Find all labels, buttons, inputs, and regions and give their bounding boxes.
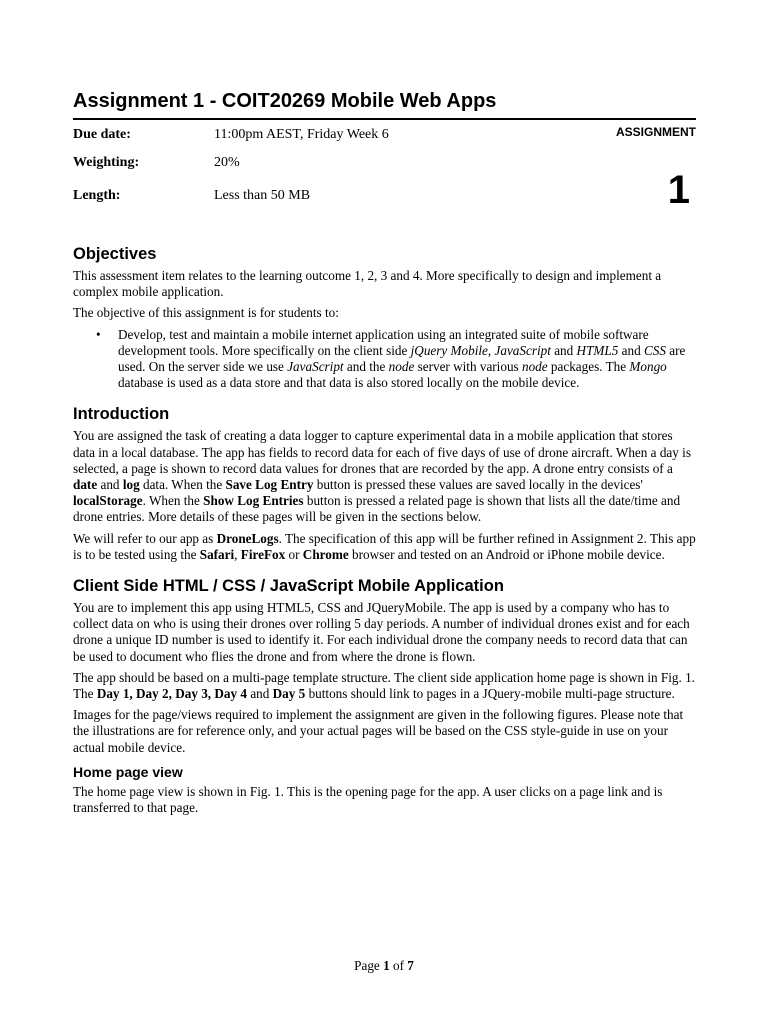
document-title: Assignment 1 - COIT20269 Mobile Web Apps [73, 90, 497, 112]
length-value: Less than 50 MB [214, 188, 311, 203]
introduction-paragraph-2: We will refer to our app as DroneLogs. The specification of this app will be further refined in Assignment 2. This app is to be tested using the Safari, FireFox or Chrome browser and tested on an Android or iPhone mobile device. [73, 530, 696, 562]
length-label: Length: [73, 188, 121, 203]
introduction-heading: Introduction [73, 405, 170, 424]
introduction-section [73, 403, 696, 563]
objectives-heading: Objectives [73, 245, 157, 263]
current-page-number: 1 [383, 958, 390, 973]
total-pages: 7 [407, 958, 414, 973]
introduction-paragraph-1: You are assigned the task of creating a data logger to capture experimental data in a mobile application that stores data in a local database. The app has fields to record data for each of five days of use of drone aircraft. When a day is selected, a page is shown to record data values for drones that are recorded by the app. A drone entry consists of a date and log data. When the Save Log Entry button is pressed these values are saved locally in the devices' localStorage. When the Show Log Entries button is pressed a related page is shown that lists all the date/time and drone entries. More details of these pages will be given in the sections below. [73, 428, 691, 525]
weighting-label: Weighting: [73, 155, 140, 170]
length-row [73, 186, 696, 206]
objectives-list [73, 327, 696, 392]
assignment-number: 1 [667, 168, 690, 212]
document-body [73, 243, 696, 821]
client-side-paragraph-1: You are to implement this app using HTML5, CSS and JQueryMobile. The app is used by a company who has to collect data on who is using their drones over rolling 5 day periods. A number of individual drones exist and for each drone a unique ID number is used to identify it. For each individual drone the company needs to record data that can be used to document who flies the drone and from where the drone is flown. [73, 600, 690, 664]
objectives-paragraph-1: This assessment item relates to the learning outcome 1, 2, 3 and 4. More specifically to design and implement a complex mobile application. [73, 268, 662, 300]
client-side-heading: Client Side HTML / CSS / JavaScript Mobile Application [73, 577, 504, 596]
client-side-section [73, 575, 696, 756]
home-page-view-section [73, 762, 696, 816]
weighting-value: 20% [214, 155, 240, 170]
document-page [73, 0, 696, 1024]
due-date-row [73, 125, 696, 145]
home-page-view-heading: Home page view [73, 763, 183, 780]
objectives-paragraph-2: The objective of this assignment is for students to: [73, 305, 339, 321]
home-page-view-paragraph: The home page view is shown in Fig. 1. This is the opening page for the app. A user clicks on a page link and is transferred to that page. [73, 783, 663, 816]
due-date-label: Due date: [73, 127, 131, 142]
title-rule [73, 118, 696, 120]
due-date-value: 11:00pm AEST, Friday Week 6 [214, 127, 389, 142]
client-side-paragraph-3: Images for the page/views required to implement the assignment are given in the following figures. Please note that the illustrations are for reference only, and your actual pages will be based on the CSS style-guide in use on your actual mobile device. [73, 707, 684, 755]
client-side-paragraph-2: The app should be based on a multi-page template structure. The client side application home page is shown in Fig. 1. The Day 1, Day 2, Day 3, Day 4 and Day 5 buttons should link to pages in a JQuery-mobile multi-page structure. [73, 669, 695, 702]
assignment-label: ASSIGNMENT [615, 125, 696, 139]
objectives-section [73, 243, 696, 391]
page-footer: Page 1 of 7 [354, 958, 414, 973]
weighting-row [73, 153, 696, 173]
objectives-list-item: • Develop, test and maintain a mobile internet application using an integrated suite of mobile software development tools. More specifically on the client side jQuery Mobile, JavaScript and HTML5 and CSS are used. On the server side we use JavaScript and the node server with various node packages. The Mongo database is used as a data store and that data is also stored locally on the mobile device. [118, 327, 696, 392]
